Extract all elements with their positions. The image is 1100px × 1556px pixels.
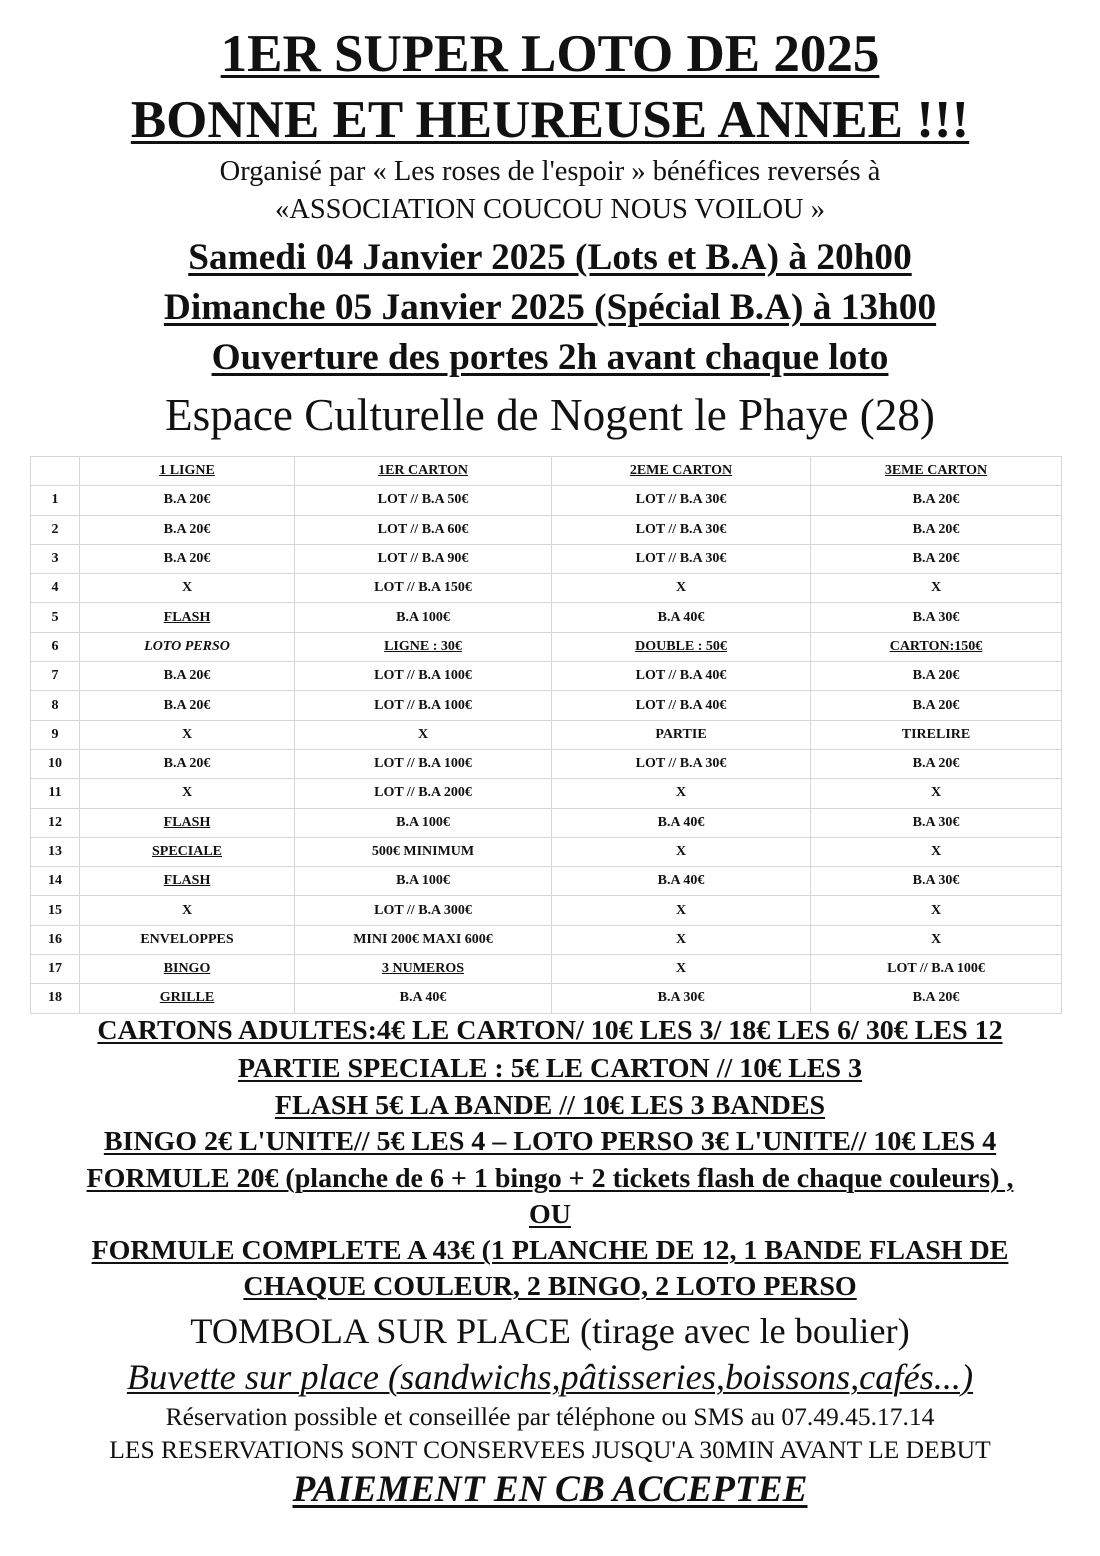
table-cell: B.A 20€ — [811, 544, 1062, 573]
table-cell-number: 9 — [31, 720, 80, 749]
table-cell: GRILLE — [80, 984, 295, 1013]
table-cell: B.A 20€ — [80, 515, 295, 544]
table-row — [31, 984, 1062, 1013]
header-cell-1-ligne: 1 LIGNE — [80, 457, 295, 486]
table-cell: LOT // B.A 30€ — [552, 515, 811, 544]
table-cell: TIRELIRE — [811, 720, 1062, 749]
table-cell: B.A 100€ — [295, 867, 552, 896]
table-row — [31, 925, 1062, 954]
table-cell: X — [552, 837, 811, 866]
table-cell-number: 13 — [31, 837, 80, 866]
table-row — [31, 486, 1062, 515]
table-cell: BINGO — [80, 955, 295, 984]
table-cell: X — [552, 896, 811, 925]
table-cell: B.A 100€ — [295, 603, 552, 632]
table-body — [31, 486, 1062, 1013]
title-line-2: BONNE ET HEUREUSE ANNEE !!! — [130, 91, 970, 149]
table-cell: LOT // B.A 90€ — [295, 544, 552, 573]
table-row — [31, 544, 1062, 573]
table-cell-number: 17 — [31, 955, 80, 984]
price-formule-complete-1: FORMULE COMPLETE A 43€ (1 PLANCHE DE 12, 1 BANDE FLASH DE — [91, 1235, 1009, 1266]
table-cell: FLASH — [80, 867, 295, 896]
table-cell-number: 10 — [31, 749, 80, 778]
table-cell: X — [552, 779, 811, 808]
table-cell: LOT // B.A 100€ — [295, 691, 552, 720]
table-cell: B.A 30€ — [811, 808, 1062, 837]
price-partie-speciale: PARTIE SPECIALE : 5€ LE CARTON // 10€ LES 3 — [237, 1053, 863, 1084]
table-cell: B.A 20€ — [811, 515, 1062, 544]
table-cell: LOTO PERSO — [80, 632, 295, 661]
header-cell-number — [31, 457, 80, 486]
table-cell: X — [811, 896, 1062, 925]
table-cell: LOT // B.A 40€ — [552, 662, 811, 691]
organizer-line-2: «ASSOCIATION COUCOU NOUS VOILOU » — [275, 194, 825, 225]
organizer-line-1: Organisé par « Les roses de l'espoir » bénéfices reversés à — [219, 156, 881, 187]
table-row — [31, 720, 1062, 749]
table-cell-number: 1 — [31, 486, 80, 515]
table-cell: X — [811, 574, 1062, 603]
table-cell: X — [295, 720, 552, 749]
price-formule-complete-2: CHAQUE COULEUR, 2 BINGO, 2 LOTO PERSO — [243, 1271, 857, 1302]
table-cell-number: 16 — [31, 925, 80, 954]
table-row — [31, 955, 1062, 984]
table-cell: LOT // B.A 150€ — [295, 574, 552, 603]
table-cell: B.A 20€ — [80, 486, 295, 515]
table-cell: X — [80, 896, 295, 925]
table-cell-number: 3 — [31, 544, 80, 573]
table-cell: LOT // B.A 100€ — [811, 955, 1062, 984]
table-cell: X — [80, 574, 295, 603]
table-cell: LOT // B.A 30€ — [552, 486, 811, 515]
table-cell-number: 2 — [31, 515, 80, 544]
table-row — [31, 603, 1062, 632]
title-line-1: 1ER SUPER LOTO DE 2025 — [220, 25, 880, 83]
table-cell: B.A 40€ — [552, 603, 811, 632]
table-row — [31, 691, 1062, 720]
table-cell: X — [811, 779, 1062, 808]
table-cell: SPECIALE — [80, 837, 295, 866]
table-cell-number: 15 — [31, 896, 80, 925]
table-cell: X — [811, 925, 1062, 954]
table-cell: LIGNE : 30€ — [295, 632, 552, 661]
prize-table — [30, 456, 1062, 1014]
doors-opening: Ouverture des portes 2h avant chaque loto — [211, 337, 889, 378]
table-cell-number: 5 — [31, 603, 80, 632]
table-row — [31, 632, 1062, 661]
table-cell-number: 6 — [31, 632, 80, 661]
table-row — [31, 574, 1062, 603]
table-cell-number: 4 — [31, 574, 80, 603]
table-cell: ENVELOPPES — [80, 925, 295, 954]
table-header-row — [31, 457, 1062, 486]
table-row — [31, 515, 1062, 544]
table-cell: 3 NUMEROS — [295, 955, 552, 984]
table-cell: B.A 20€ — [811, 749, 1062, 778]
table-cell: B.A 20€ — [811, 984, 1062, 1013]
venue: Espace Culturelle de Nogent le Phaye (28) — [165, 390, 935, 440]
price-formule-20: FORMULE 20€ (planche de 6 + 1 bingo + 2 tickets flash de chaque couleurs) , — [86, 1163, 1014, 1194]
table-cell: B.A 100€ — [295, 808, 552, 837]
table-cell: X — [552, 925, 811, 954]
table-cell: LOT // B.A 300€ — [295, 896, 552, 925]
table-cell: B.A 40€ — [552, 808, 811, 837]
table-cell: B.A 20€ — [811, 691, 1062, 720]
table-cell: LOT // B.A 200€ — [295, 779, 552, 808]
header-cell-1er-carton: 1ER CARTON — [295, 457, 552, 486]
table-cell: DOUBLE : 50€ — [552, 632, 811, 661]
table-row — [31, 808, 1062, 837]
table-cell: X — [811, 837, 1062, 866]
table-cell-number: 14 — [31, 867, 80, 896]
table-cell: MINI 200€ MAXI 600€ — [295, 925, 552, 954]
table-cell: LOT // B.A 40€ — [552, 691, 811, 720]
table-row — [31, 662, 1062, 691]
table-cell: X — [80, 720, 295, 749]
header-cell-3eme-carton: 3EME CARTON — [811, 457, 1062, 486]
table-cell: LOT // B.A 30€ — [552, 544, 811, 573]
payment-note: PAIEMENT EN CB ACCEPTEE — [292, 1469, 808, 1510]
table-cell: X — [552, 955, 811, 984]
table-cell: B.A 20€ — [811, 662, 1062, 691]
table-cell: B.A 40€ — [552, 867, 811, 896]
table-cell-number: 7 — [31, 662, 80, 691]
table-row — [31, 779, 1062, 808]
table-cell: B.A 20€ — [811, 486, 1062, 515]
table-cell: B.A 20€ — [80, 691, 295, 720]
table-cell: B.A 40€ — [295, 984, 552, 1013]
table-cell: LOT // B.A 100€ — [295, 662, 552, 691]
table-row — [31, 837, 1062, 866]
price-flash: FLASH 5€ LA BANDE // 10€ LES 3 BANDES — [274, 1090, 826, 1121]
reservation-note: LES RESERVATIONS SONT CONSERVEES JUSQU'A 30MIN AVANT LE DEBUT — [109, 1435, 991, 1464]
price-cartons-adultes: CARTONS ADULTES:4€ LE CARTON/ 10€ LES 3/ 18€ LES 6/ 30€ LES 12 — [97, 1015, 1003, 1046]
date-sunday: Dimanche 05 Janvier 2025 (Spécial B.A) à 13h00 — [163, 287, 937, 328]
table-cell: X — [80, 779, 295, 808]
table-cell: B.A 20€ — [80, 749, 295, 778]
table-cell: B.A 20€ — [80, 544, 295, 573]
buvette: Buvette sur place (sandwichs,pâtisseries,boissons,cafés...) — [126, 1357, 974, 1397]
price-or: OU — [529, 1199, 571, 1230]
table-cell: B.A 30€ — [811, 603, 1062, 632]
table-cell: X — [552, 574, 811, 603]
table-cell-number: 8 — [31, 691, 80, 720]
table-cell: CARTON:150€ — [811, 632, 1062, 661]
table-cell: LOT // B.A 100€ — [295, 749, 552, 778]
header-cell-2eme-carton: 2EME CARTON — [552, 457, 811, 486]
table-cell: LOT // B.A 30€ — [552, 749, 811, 778]
table-cell: B.A 30€ — [552, 984, 811, 1013]
table-cell: FLASH — [80, 808, 295, 837]
table-row — [31, 749, 1062, 778]
price-bingo-loto-perso: BINGO 2€ L'UNITE// 5€ LES 4 – LOTO PERSO 3€ L'UNITE// 10€ LES 4 — [103, 1126, 997, 1157]
table-cell: B.A 30€ — [811, 867, 1062, 896]
table-cell: FLASH — [80, 603, 295, 632]
table-cell: LOT // B.A 60€ — [295, 515, 552, 544]
table-cell: LOT // B.A 50€ — [295, 486, 552, 515]
table-row — [31, 867, 1062, 896]
date-saturday: Samedi 04 Janvier 2025 (Lots et B.A) à 20h00 — [188, 237, 912, 278]
table-cell: 500€ MINIMUM — [295, 837, 552, 866]
table-cell-number: 12 — [31, 808, 80, 837]
table-cell: PARTIE — [552, 720, 811, 749]
table-cell-number: 11 — [31, 779, 80, 808]
table-row — [31, 896, 1062, 925]
table-cell: B.A 20€ — [80, 662, 295, 691]
reservation-phone: Réservation possible et conseillée par téléphone ou SMS au 07.49.45.17.14 — [165, 1402, 935, 1431]
table-cell-number: 18 — [31, 984, 80, 1013]
tombola: TOMBOLA SUR PLACE (tirage avec le boulier) — [190, 1311, 910, 1351]
